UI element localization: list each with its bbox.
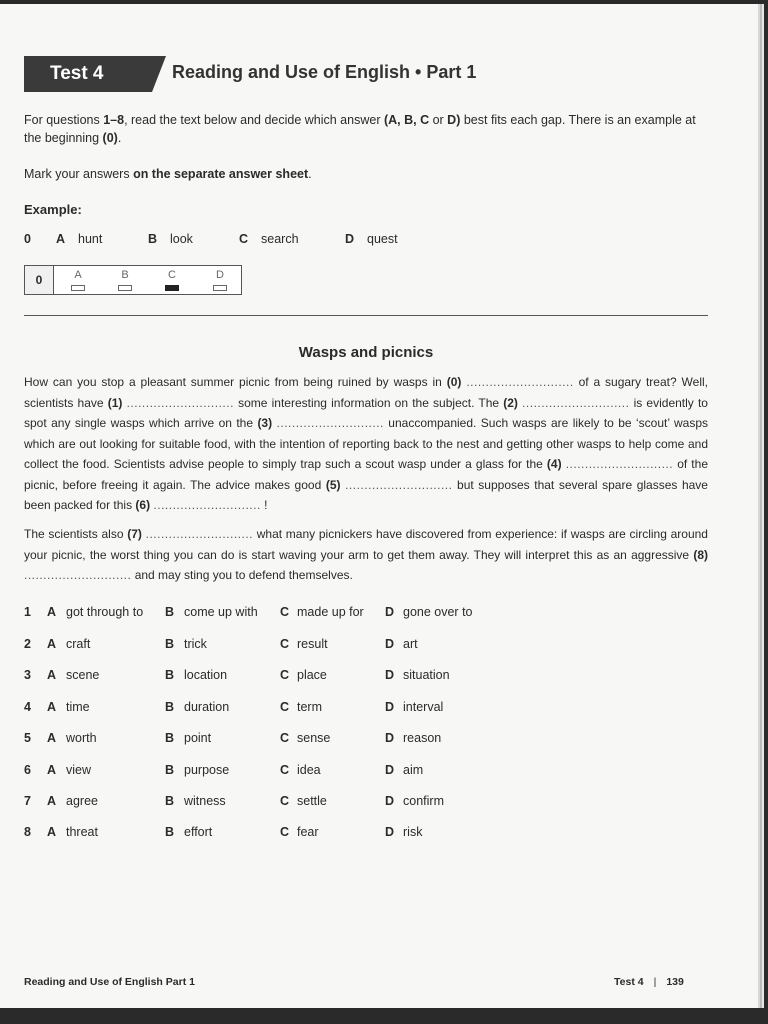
example-label: Example:	[24, 202, 82, 217]
instr-bold: on the separate answer sheet	[133, 167, 309, 181]
option-d-text: situation	[403, 668, 450, 682]
text-title: Wasps and picnics	[298, 344, 434, 361]
gap-number: (3)	[257, 416, 273, 430]
option-letter: D	[385, 763, 395, 777]
answer-bubble-a	[69, 268, 87, 291]
example-number: 0	[24, 232, 31, 246]
text-run: unaccompanied. Such wasps are likely to be ‘scout’ wasps which are out looking for suitable food, with the intention of reporting back to the nest and getting other wasps to help come and collect the food. Scientists advise people to simply trap such a scout wasp under a glass for the	[24, 416, 708, 471]
gap-number: (2)	[503, 395, 518, 410]
option-b-text: come up with	[184, 605, 258, 619]
option-letter: A	[47, 731, 57, 745]
option-c-text: term	[297, 700, 322, 714]
instr-text: Mark your answers	[24, 167, 134, 181]
option-a-text: threat	[66, 825, 98, 839]
option-letter: A	[47, 825, 57, 839]
option-letter: C	[280, 668, 290, 682]
option-letter: D	[385, 794, 395, 808]
option-b-text: point	[184, 731, 212, 745]
option-letter: D	[385, 605, 395, 619]
question-number: 2	[24, 637, 31, 651]
exam-page	[0, 4, 758, 1008]
gap-number: (5)	[325, 477, 341, 492]
option-letter: D	[385, 700, 395, 714]
option-a-text: view	[66, 763, 92, 777]
bubble-mark-selected	[165, 285, 179, 291]
option-letter: B	[165, 605, 175, 619]
option-letter: C	[280, 731, 290, 745]
option-b-text: trick	[184, 637, 207, 651]
option-c-text: result	[297, 637, 328, 651]
gap-dots: ............................	[345, 477, 453, 492]
text-run: How can you stop a pleasant summer picnic from being ruined by wasps in	[24, 375, 447, 389]
option-text: search	[261, 232, 299, 246]
gap-dots: ............................	[145, 527, 253, 541]
footer-page-info	[614, 976, 684, 988]
instr-letters: D)	[447, 113, 461, 127]
option-letter: C	[280, 700, 290, 714]
question-number: 8	[24, 825, 31, 839]
option-a-text: scene	[66, 668, 100, 682]
gap-number: (6)	[135, 498, 151, 512]
gap-dots: ............................	[24, 568, 132, 582]
instructions-paragraph	[24, 111, 714, 147]
option-letter: C	[280, 825, 290, 839]
text-run: and may sting you to defend themselves.	[131, 568, 353, 582]
text-run: is evidently to spot any single wasps which arrive on the	[24, 395, 708, 430]
text-paragraph-1	[24, 372, 708, 516]
test-tab: Test 4	[24, 56, 152, 92]
option-b-text: location	[184, 668, 228, 682]
text-run: some interesting information on the subject. The	[233, 395, 504, 410]
text-run: of the picnic, before freeing it again. The advice makes good	[24, 457, 708, 492]
bubble-letter: D	[216, 269, 224, 281]
option-letter: B	[165, 763, 175, 777]
gap-number: (1)	[107, 395, 123, 410]
footer-section-label: Reading and Use of English Part 1	[24, 976, 195, 988]
question-number: 3	[24, 668, 31, 682]
option-c-text: idea	[297, 763, 321, 777]
option-d-text: gone over to	[403, 605, 473, 619]
answer-sheet-instruction	[24, 165, 714, 183]
bubble-letter: B	[121, 269, 129, 281]
option-letter: D	[385, 825, 395, 839]
footer-separator: |	[653, 976, 657, 988]
section-divider	[24, 315, 708, 316]
question-number: 6	[24, 763, 31, 777]
answer-box-number: 0	[25, 266, 54, 294]
option-b-text: purpose	[184, 763, 230, 777]
option-letter: D	[385, 731, 395, 745]
option-letter: B	[165, 700, 175, 714]
option-a-text: craft	[66, 637, 91, 651]
option-letter: D	[345, 232, 355, 246]
option-letter: A	[47, 637, 57, 651]
gap-dots: ............................	[522, 395, 630, 410]
instr-text: best fits each gap. There is an example at the beginning	[24, 113, 696, 145]
option-letter: A	[56, 232, 66, 246]
answer-bubble-c	[163, 268, 181, 291]
bubble-letter: A	[74, 269, 82, 281]
instr-text: .	[117, 131, 122, 145]
option-text: hunt	[78, 232, 103, 246]
question-number: 5	[24, 731, 31, 745]
answer-bubble-d	[211, 268, 229, 291]
bubble-mark	[213, 285, 227, 291]
option-a-text: time	[66, 700, 90, 714]
option-b-text: duration	[184, 700, 230, 714]
option-a-text: got through to	[66, 605, 144, 619]
question-number: 1	[24, 605, 31, 619]
instr-zero: (0)	[102, 131, 118, 145]
option-letter: C	[280, 605, 290, 619]
gap-number: (0)	[446, 375, 462, 389]
bubble-mark	[71, 285, 85, 291]
question-number: 4	[24, 700, 31, 714]
section-title: Reading and Use of English • Part 1	[172, 62, 477, 82]
option-d-text: aim	[403, 763, 424, 777]
gap-number: (7)	[127, 527, 142, 541]
option-letter: B	[165, 825, 175, 839]
option-text: look	[170, 232, 193, 246]
option-letter: B	[165, 794, 175, 808]
option-letter: B	[165, 731, 175, 745]
gap-dots: ............................	[276, 416, 384, 430]
option-c-text: made up for	[297, 605, 364, 619]
text-run: but supposes that several spare glasses have been packed for this	[24, 477, 708, 512]
instr-range: 1–8	[103, 113, 125, 127]
option-letter: C	[280, 794, 290, 808]
gap-dots: ............................	[466, 375, 574, 389]
option-letter: A	[47, 668, 57, 682]
option-letter: D	[385, 668, 395, 682]
option-c-text: sense	[297, 731, 331, 745]
gap-dots: ............................	[126, 395, 234, 410]
option-letter: C	[280, 763, 290, 777]
option-text: quest	[367, 232, 398, 246]
text-run: what many picnickers have discovered from experience: if wasps are circling around your picnic, the worst thing you can do is start waving your arm to get them away. They will interpret this as an aggressive	[24, 527, 708, 562]
text-paragraph-2	[24, 524, 708, 586]
option-b-text: witness	[184, 794, 226, 808]
instr-letters: (A, B, C	[383, 113, 430, 127]
option-b-text: effort	[184, 825, 213, 839]
gap-number: (4)	[546, 457, 562, 471]
option-letter: B	[165, 668, 175, 682]
option-a-text: agree	[66, 794, 98, 808]
option-d-text: interval	[403, 700, 444, 714]
option-d-text: reason	[403, 731, 442, 745]
option-letter: A	[47, 605, 57, 619]
option-a-text: worth	[66, 731, 97, 745]
option-letter: B	[165, 637, 175, 651]
option-letter: C	[239, 232, 249, 246]
question-number: 7	[24, 794, 31, 808]
option-letter: C	[280, 637, 290, 651]
option-c-text: settle	[297, 794, 327, 808]
gap-number: (8)	[693, 547, 708, 562]
instr-text: or	[429, 113, 448, 127]
option-c-text: place	[297, 668, 327, 682]
instr-text: .	[308, 167, 312, 181]
example-answer-box	[24, 265, 242, 295]
option-letter: A	[47, 763, 57, 777]
answer-bubble-b	[116, 268, 134, 291]
page-number: 139	[666, 976, 684, 988]
gap-dots: ............................	[153, 498, 261, 512]
instr-text: , read the text below and decide which answer	[124, 113, 384, 127]
bubble-letter: C	[168, 269, 176, 281]
bubble-mark	[118, 285, 132, 291]
option-d-text: art	[403, 637, 418, 651]
text-run: !	[260, 498, 268, 512]
option-letter: B	[148, 232, 158, 246]
option-letter: D	[385, 637, 395, 651]
instr-text: For questions	[24, 113, 104, 127]
option-letter: A	[47, 794, 57, 808]
option-d-text: risk	[403, 825, 423, 839]
option-c-text: fear	[297, 825, 319, 839]
text-run: of a sugary treat? Well, scientists have	[24, 375, 708, 410]
option-d-text: confirm	[403, 794, 444, 808]
gap-dots: ............................	[565, 457, 674, 471]
footer-test: Test 4	[614, 976, 644, 988]
text-run: The scientists also	[24, 527, 128, 541]
option-letter: A	[47, 700, 57, 714]
